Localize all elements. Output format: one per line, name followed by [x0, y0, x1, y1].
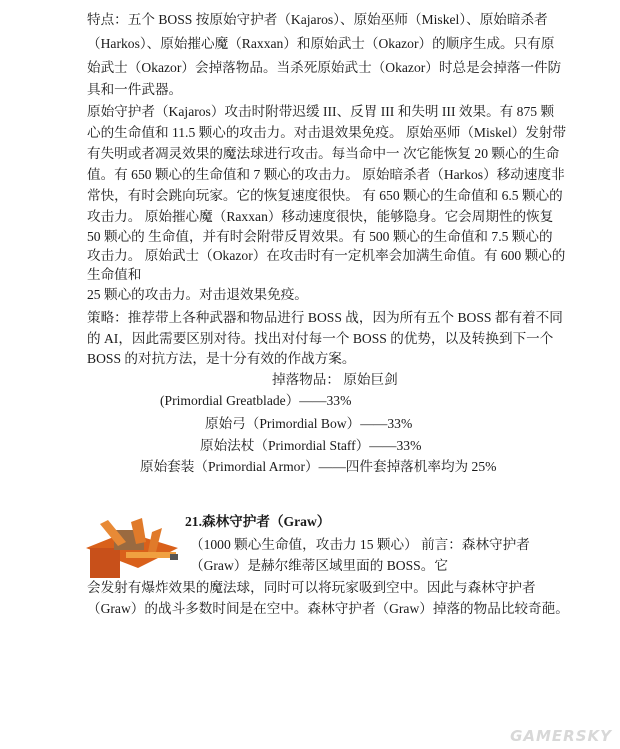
bosses-line: 攻击力。 原始武士（Okazor）在攻击时有一定机率会加满生命值。有 600 颗心的	[87, 248, 566, 263]
bosses-line: 心的生命值和 11.5 颗心的攻击力。对击退效果免疫。 原始巫师（Miskel）发射带	[87, 125, 567, 140]
drop-item: 掉落物品： 原始巨剑	[272, 372, 398, 387]
drop-item: 原始套装（Primordial Armor）——四件套掉落机率均为 25%	[140, 459, 497, 474]
drop-item: 原始法杖（Primordial Staff）——33%	[200, 438, 422, 453]
drop-item: (Primordial Greatblade）——33%	[160, 393, 352, 408]
features-line: 始武士（Okazor）会掉落物品。当杀死原始武士（Okazor）时总是会掉落一件防	[87, 60, 562, 75]
strategy-line: BOSS 的对抗方法，是十分有效的作战方案。	[87, 351, 356, 366]
section-line: （Graw）是赫尔维蒂区域里面的 BOSS。它	[190, 558, 448, 573]
watermark: GAMERSKY	[510, 727, 612, 745]
bosses-line: 生命值和	[87, 267, 142, 282]
forest-guardian-image	[86, 518, 178, 580]
drop-item: 原始弓（Primordial Bow）——33%	[205, 416, 413, 431]
section-line: （1000 颗心生命值，攻击力 15 颗心） 前言：森林守护者	[190, 537, 530, 552]
section-line: （Graw）的战斗多数时间是在空中。森林守护者（Graw）掉落的物品比较奇葩。	[87, 601, 569, 616]
section-line: 会发射有爆炸效果的魔法球，同时可以将玩家吸到空中。因此与森林守护者	[87, 580, 536, 595]
bosses-line: 25 颗心的攻击力。对击退效果免疫。	[87, 287, 308, 302]
bosses-line: 50 颗心的 生命值，并有时会附带反胃效果。有 500 颗心的生命值和 7.5 颗心的	[87, 229, 553, 244]
features-line: 具和一件武器。	[87, 82, 183, 97]
bosses-line: 有失明或者凋灵效果的魔法球进行攻击。每当命中一 次它能恢复 20 颗心的生命	[87, 146, 560, 161]
strategy-line: 策略：推荐带上各种武器和物品进行 BOSS 战，因为所有五个 BOSS 都有着不同	[87, 310, 563, 325]
section-heading: 21.森林守护者（Graw）	[185, 514, 331, 529]
strategy-line: 的 AI，因此需要区别对待。找出对付每一个 BOSS 的优势，以及转换到下一个	[87, 331, 554, 346]
features-line: 特点：五个 BOSS 按原始守护者（Kajaros）、原始巫师（Miskel）、原始暗杀者	[87, 12, 548, 27]
bosses-line: 值。有 650 颗心的生命值和 7 颗心的攻击力。 原始暗杀者（Harkos）移动速度非	[87, 167, 565, 182]
bosses-line: 常快，有时会跳向玩家。它的恢复速度很快。 有 650 颗心的生命值和 6.5 颗心的	[87, 188, 563, 203]
features-line: （Harkos）、原始摧心魔（Raxxan）和原始武士（Okazor）的顺序生成。只有原	[87, 36, 555, 51]
bosses-line: 原始守护者（Kajaros）攻击时附带迟缓 III、反胃 III 和失明 III 效果。有 875 颗	[87, 104, 555, 119]
bosses-line: 攻击力。 原始摧心魔（Raxxan）移动速度很快，能够隐身。它会周期性的恢复	[87, 209, 554, 224]
